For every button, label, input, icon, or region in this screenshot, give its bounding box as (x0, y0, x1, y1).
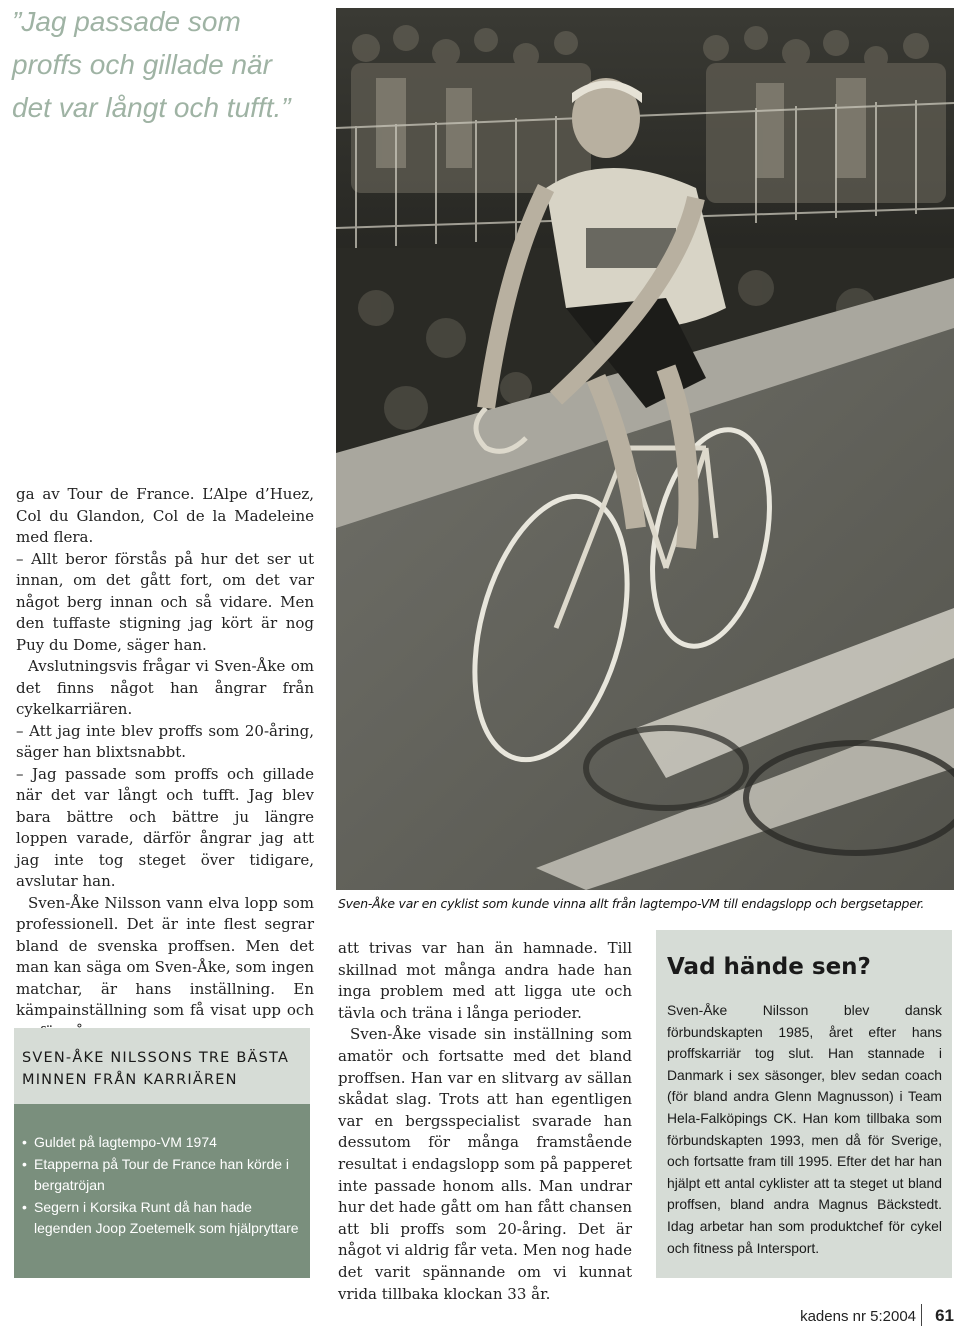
photo-caption: Sven-Åke var en cyklist som kunde vinna allt från lagtempo-VM till endagslopp och bergsetapper. (338, 896, 925, 911)
what-happened-title: Vad hände sen? (667, 954, 871, 980)
paragraph: att trivas var han än hamnade. Till skillnad mot många andra hade han inga problem med att ligga ute och tävla och träna i långa perioder. (338, 939, 632, 1022)
article-left-column (16, 484, 314, 1043)
memories-box-title-line1: SVEN-ÅKE NILSSONS TRE BÄSTA (22, 1050, 290, 1066)
pull-quote: ”Jag passade som proffs och gillade när det var långt och tufft.” (12, 6, 291, 123)
paragraph: ga av Tour de France. L’Alpe d’Huez, Col du Glandon, Col de la Madeleine med flera. (16, 485, 314, 546)
what-happened-box (656, 930, 952, 1278)
cyclist-photo (336, 8, 954, 890)
memories-list (22, 1132, 307, 1240)
memories-box-title-line2: MINNEN FRÅN KARRIÄREN (22, 1072, 238, 1088)
paragraph: – Jag passade som proffs och gillade när det var långt och tufft. Jag blev bara bättre och bättre ju längre loppen varade, därför ångrar jag att jag inte tog steget över tidigare, avslutar han. (16, 764, 314, 890)
what-happened-text: Sven-Åke Nilsson blev dansk förbundskapten 1985, året efter hans proffskarriär tog slut. Han stannade i Danmark i sex säsonger, blev sedan coach (för bland andra Glenn Magnusson) i Team Hela-Falköpings CK. Han kom tillbaka som förbundskapten 1993, men då för Sverige, och fortsatte fram till 1995. Efter det har han hjälpt ett antal cyklister att ta steget ut bland proffsen, bland andra Magnus Bäckstedt. Idag arbetar han som produktchef för cykel och fitness på Intersport. (667, 1002, 942, 1256)
paragraph: – Allt beror förstås på hur det ser ut innan, om det gått fort, om det var något berg innan och så vidare. Men den tuffaste stigning jag kört är nog Puy du Dome, säger han. (16, 549, 314, 654)
footer-divider (921, 1304, 922, 1326)
publication-label: kadens nr 5:2004 (800, 1308, 916, 1325)
memories-box-title (22, 1047, 289, 1091)
paragraph: Avslutningsvis frågar vi Sven-Åke om det finns något han ångrar från cykelkarriären. (16, 657, 314, 718)
paragraph: Sven-Åke Nilsson vann elva lopp som professionell. Det är inte flest segrar bland de svenska proffsen. Men det man kan säga om Sven-Åke, som ingen matchar, är hans inställning. En kämpainställning som få visat upp och (16, 893, 314, 1019)
page-number: 61 (935, 1306, 954, 1325)
list-item: • Etapperna på Tour de France han körde i bergatröjan (22, 1154, 307, 1197)
cyclist-photo-illustration (336, 8, 954, 890)
paragraph: Sven-Åke visade sin inställning som amatör och fortsatte med det bland proffsen. Han var en slitvarg av sällan skådat slag. Trots att han egentligen var en bergsspecialist svarade han dessutom för många framstående resultat i endagslopp som på papperet inte passade honom alls. Man undrar hur det hade gått om han fått chansen att bli proffs som 20-åring. Det är något vi aldrig får veta. Men nog hade det varit spännande om vi kunnat vrida tillbaka klockan 33 år. (338, 1025, 632, 1303)
page-footer (754, 1300, 954, 1330)
memories-box-body (14, 1104, 310, 1278)
paragraph: – Att jag inte blev proffs som 20-åring, säger han blixtsnabbt. (16, 721, 314, 761)
list-item: • Segern i Korsika Runt då han hade legenden Joop Zoetemelk som hjälpryttare (22, 1197, 307, 1240)
list-item: • Guldet på lagtempo-VM 1974 (22, 1132, 307, 1154)
memories-box-header (14, 1028, 310, 1104)
article-middle-column (338, 938, 632, 1305)
